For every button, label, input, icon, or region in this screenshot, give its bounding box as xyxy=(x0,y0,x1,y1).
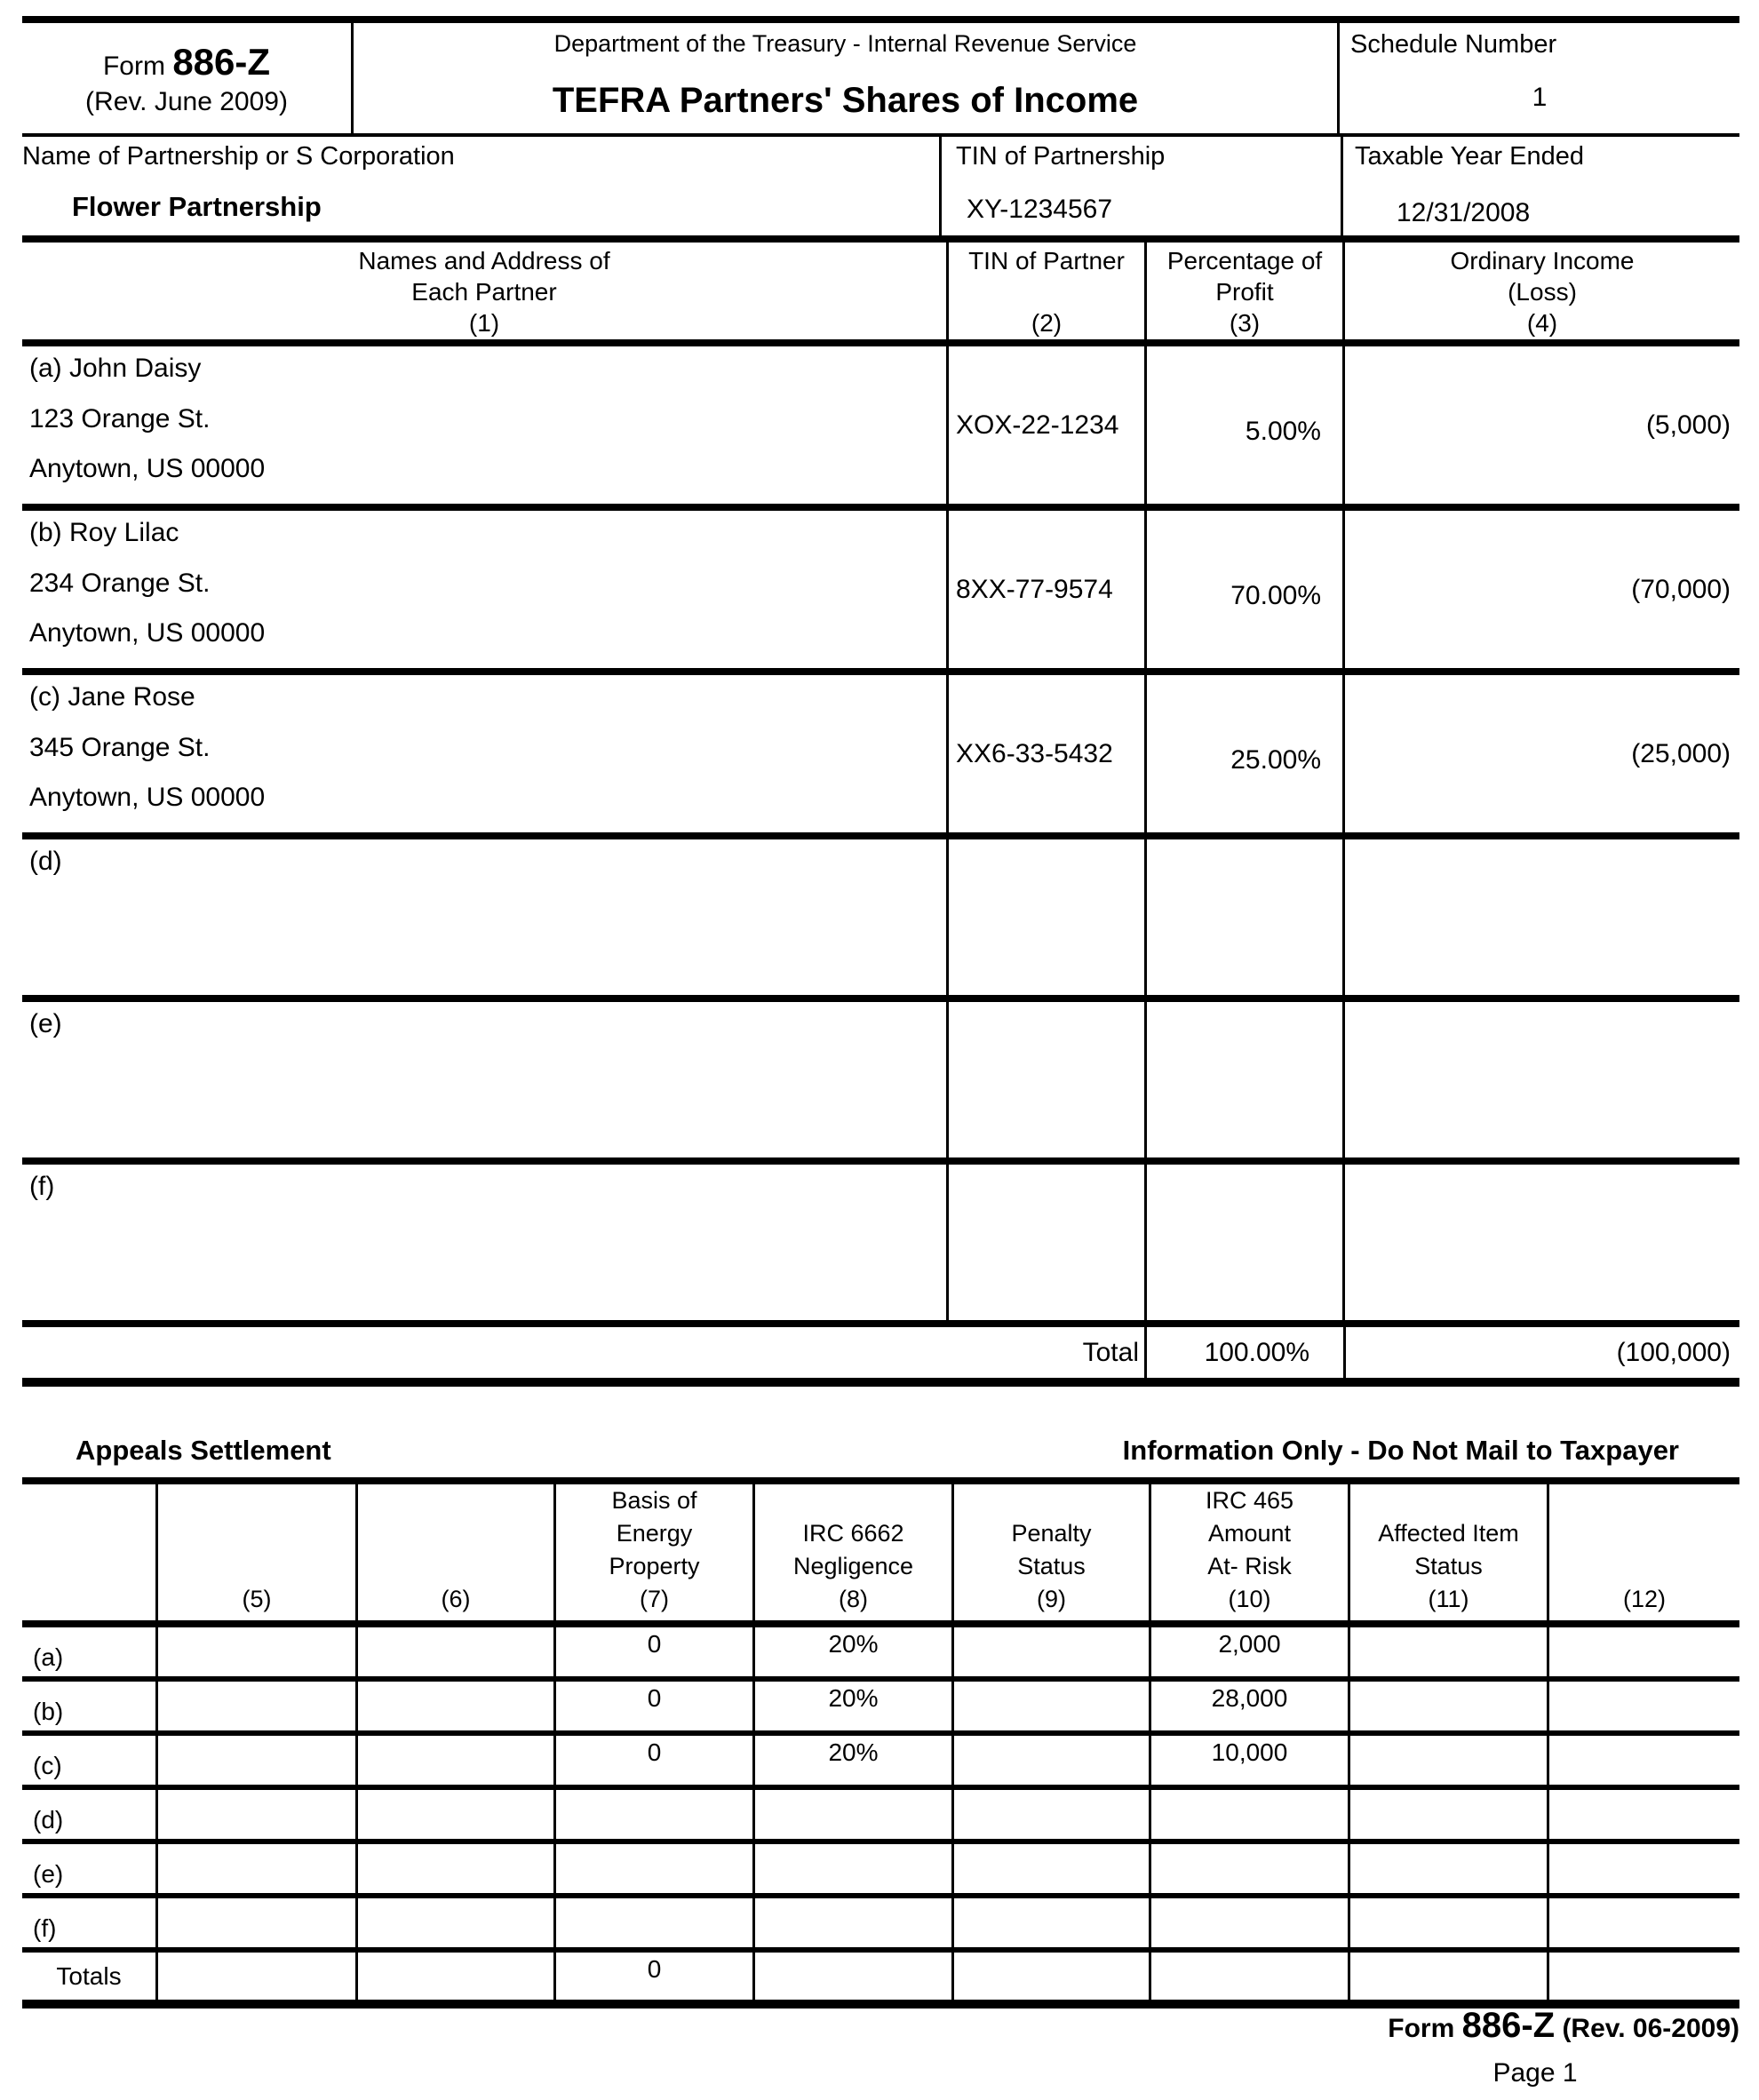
form-header-banner xyxy=(22,16,1739,137)
partner-address-line1: 123 Orange St. xyxy=(29,403,211,434)
appeals-table xyxy=(22,1477,1739,2009)
appeals-cell-c5 xyxy=(155,1790,355,1839)
appeals-row-label: (a) xyxy=(33,1643,64,1671)
appeals-cell-c5 xyxy=(155,1682,355,1730)
appeals-cell-c5 xyxy=(155,1627,355,1676)
footer-form-label: Form xyxy=(1388,2014,1455,2043)
header-line: (6) xyxy=(441,1586,471,1612)
appeals-settlement-heading: Appeals Settlement xyxy=(76,1435,331,1466)
partners-table-header xyxy=(22,243,1739,346)
partner-name-cell xyxy=(22,1002,946,1157)
header-ordinary-income xyxy=(1342,243,1739,339)
partner-name-cell xyxy=(22,675,946,832)
appeals-header-col11 xyxy=(1348,1484,1547,1620)
header-line: Ordinary Income xyxy=(1450,247,1635,274)
appeals-header-col6 xyxy=(355,1484,553,1620)
appeals-cell-c12 xyxy=(1547,1736,1739,1785)
schedule-number-cell xyxy=(1337,23,1739,133)
agency-line: Department of the Treasury - Internal Revenue Service xyxy=(553,30,1137,57)
partnership-name-cell xyxy=(22,137,939,235)
header-line: (9) xyxy=(1037,1586,1066,1612)
header-line: (8) xyxy=(839,1586,868,1612)
appeals-cell-c6 xyxy=(355,1844,553,1893)
form-title-cell xyxy=(351,23,1337,133)
appeals-cell-c11 xyxy=(1348,1953,1547,2000)
appeals-cell-c6 xyxy=(355,1953,553,2000)
header-line: (1) xyxy=(468,309,500,337)
partner-percent-cell: 25.00% xyxy=(1144,675,1342,832)
partner-percent-cell: 70.00% xyxy=(1144,511,1342,668)
appeals-cell-c12 xyxy=(1547,1790,1739,1839)
header-line: Property xyxy=(609,1553,700,1579)
header-line: (7) xyxy=(640,1586,669,1612)
appeals-header-col8 xyxy=(752,1484,951,1620)
appeals-cell-c8 xyxy=(752,1844,951,1893)
appeals-cell-c11 xyxy=(1348,1682,1547,1730)
appeals-cell-c12 xyxy=(1547,1844,1739,1893)
partner-name-line: (d) xyxy=(29,847,62,876)
total-income: (100,000) xyxy=(1343,1327,1739,1378)
partner-name-line: (f) xyxy=(29,1172,55,1201)
partner-address-line1: 345 Orange St. xyxy=(29,732,211,762)
taxable-year-label: Taxable Year Ended xyxy=(1355,142,1584,171)
appeals-row-f xyxy=(22,1898,1739,1953)
header-line: (3) xyxy=(1229,309,1261,337)
partner-address-line2: Anytown, US 00000 xyxy=(29,783,266,812)
appeals-cell-c9 xyxy=(951,1682,1149,1730)
header-line: Amount xyxy=(1207,1520,1292,1547)
appeals-header-rowlabel xyxy=(22,1484,155,1620)
partner-row-d xyxy=(22,839,1739,1002)
appeals-cell-c10 xyxy=(1149,1953,1348,2000)
header-line: (10) xyxy=(1228,1586,1271,1612)
partnership-info-row xyxy=(22,137,1739,235)
appeals-cell-c5 xyxy=(155,1844,355,1893)
partner-tin-cell: 8XX-77-9574 xyxy=(946,511,1144,668)
appeals-cell-c11 xyxy=(1348,1844,1547,1893)
total-percent: 100.00% xyxy=(1144,1327,1343,1378)
header-line: Negligence xyxy=(792,1553,914,1579)
information-only-heading: Information Only - Do Not Mail to Taxpayer xyxy=(1122,1435,1679,1466)
appeals-totals-row xyxy=(22,1953,1739,2009)
header-line: Names and Address of xyxy=(358,247,610,274)
partner-income-cell: (5,000) xyxy=(1342,346,1739,504)
partnership-name-label: Name of Partnership or S Corporation xyxy=(22,142,455,171)
header-line: Percentage of xyxy=(1166,247,1323,274)
appeals-cell-c10: 2,000 xyxy=(1149,1627,1348,1676)
partner-tin-cell: XX6-33-5432 xyxy=(946,675,1144,832)
appeals-cell-c8: 20% xyxy=(752,1682,951,1730)
appeals-cell-c11 xyxy=(1348,1790,1547,1839)
partner-name-line: (a) John Daisy xyxy=(29,354,202,383)
total-label: Total xyxy=(1082,1337,1139,1367)
appeals-cell-c6 xyxy=(355,1682,553,1730)
header-line: Status xyxy=(1017,1553,1086,1579)
partner-name-cell xyxy=(22,839,946,995)
appeals-cell-c5 xyxy=(155,1898,355,1947)
partner-tin-cell xyxy=(946,1165,1144,1320)
partner-percent-cell xyxy=(1144,839,1342,995)
header-line: (2) xyxy=(1031,309,1063,337)
form-title: TEFRA Partners' Shares of Income xyxy=(552,81,1139,120)
partnership-tin-label: TIN of Partnership xyxy=(956,142,1166,171)
appeals-header-col9 xyxy=(951,1484,1149,1620)
form-label: Form xyxy=(102,52,165,81)
appeals-cell-c8 xyxy=(752,1953,951,2000)
partner-address-line1: 234 Orange St. xyxy=(29,568,211,598)
partners-table xyxy=(22,235,1739,1387)
appeals-row-b xyxy=(22,1682,1739,1736)
schedule-number-value: 1 xyxy=(1532,83,1548,112)
header-line: (11) xyxy=(1428,1586,1469,1612)
header-line: Basis of xyxy=(611,1487,697,1514)
appeals-cell-c7: 0 xyxy=(553,1682,752,1730)
appeals-cell-c7 xyxy=(553,1898,752,1947)
partnership-tin-value: XY-1234567 xyxy=(967,195,1113,224)
form-id-line xyxy=(22,41,351,84)
header-line: Status xyxy=(1414,1553,1483,1579)
footer-form-number: 886-Z xyxy=(1461,2006,1556,2045)
partner-percent-cell xyxy=(1144,1165,1342,1320)
appeals-row-label: (f) xyxy=(33,1914,57,1942)
footer-form-id xyxy=(1331,2006,1739,2046)
appeals-row-label: (c) xyxy=(33,1752,62,1779)
appeals-row-label: (d) xyxy=(33,1806,64,1834)
header-line: IRC 465 xyxy=(1205,1487,1294,1514)
header-line xyxy=(949,276,1144,307)
appeals-cell-c9 xyxy=(951,1898,1149,1947)
appeals-cell-c8 xyxy=(752,1898,951,1947)
partner-row-f xyxy=(22,1165,1739,1327)
partner-percent-cell: 5.00% xyxy=(1144,346,1342,504)
partner-name-line: (e) xyxy=(29,1009,62,1038)
appeals-cell-c9 xyxy=(951,1736,1149,1785)
partner-name-cell xyxy=(22,511,946,668)
appeals-row-e xyxy=(22,1844,1739,1898)
header-line: At- Risk xyxy=(1207,1553,1292,1579)
appeals-cell-c10 xyxy=(1149,1898,1348,1947)
partner-name-cell xyxy=(22,1165,946,1320)
appeals-cell-c8 xyxy=(752,1790,951,1839)
partner-income-cell xyxy=(1342,839,1739,995)
partners-total-row xyxy=(22,1327,1739,1387)
form-number: 886-Z xyxy=(172,41,271,83)
appeals-cell-c7: 0 xyxy=(553,1953,752,2000)
partner-tin-cell xyxy=(946,1002,1144,1157)
partner-income-cell xyxy=(1342,1165,1739,1320)
appeals-cell-c7 xyxy=(553,1790,752,1839)
appeals-cell-c6 xyxy=(355,1790,553,1839)
appeals-cell-c11 xyxy=(1348,1898,1547,1947)
appeals-cell-c10: 10,000 xyxy=(1149,1736,1348,1785)
header-line: (12) xyxy=(1622,1586,1666,1612)
appeals-cell-c9 xyxy=(951,1953,1149,2000)
partner-address-line2: Anytown, US 00000 xyxy=(29,618,266,648)
appeals-cell-c5 xyxy=(155,1736,355,1785)
schedule-number-label: Schedule Number xyxy=(1350,30,1557,59)
appeals-cell-c12 xyxy=(1547,1627,1739,1676)
appeals-row-label: (e) xyxy=(33,1860,64,1888)
partner-row-e xyxy=(22,1002,1739,1165)
partner-address-line2: Anytown, US 00000 xyxy=(29,454,266,483)
appeals-row-d xyxy=(22,1790,1739,1844)
appeals-cell-c10: 28,000 xyxy=(1149,1682,1348,1730)
appeals-cell-c9 xyxy=(951,1844,1149,1893)
partner-tin-cell: XOX-22-1234 xyxy=(946,346,1144,504)
appeals-row-c xyxy=(22,1736,1739,1790)
partner-income-cell: (25,000) xyxy=(1342,675,1739,832)
header-line: Profit xyxy=(1215,278,1274,306)
appeals-cell-c12 xyxy=(1547,1898,1739,1947)
footer-page-number: Page 1 xyxy=(1492,2058,1578,2088)
appeals-cell-c11 xyxy=(1348,1627,1547,1676)
appeals-cell-c7: 0 xyxy=(553,1736,752,1785)
appeals-header-col5 xyxy=(155,1484,355,1620)
appeals-cell-c5 xyxy=(155,1953,355,2000)
page-footer xyxy=(1331,2006,1739,2088)
appeals-cell-c8: 20% xyxy=(752,1736,951,1785)
partner-name-cell xyxy=(22,346,946,504)
appeals-header-col7 xyxy=(553,1484,752,1620)
partner-name-line: (c) Jane Rose xyxy=(29,682,195,712)
header-line: TIN of Partner xyxy=(968,247,1125,274)
partner-income-cell: (70,000) xyxy=(1342,511,1739,668)
footer-form-revision: (Rev. 06-2009) xyxy=(1562,2014,1739,2043)
appeals-cell-c6 xyxy=(355,1627,553,1676)
appeals-cell-c9 xyxy=(951,1790,1149,1839)
appeals-cell-c6 xyxy=(355,1736,553,1785)
partnership-tin-cell xyxy=(939,137,1341,235)
partner-name-line: (b) Roy Lilac xyxy=(29,518,179,547)
appeals-table-header xyxy=(22,1484,1739,1627)
appeals-row-label: (b) xyxy=(33,1698,64,1725)
appeals-cell-c9 xyxy=(951,1627,1149,1676)
form-number-cell xyxy=(22,23,351,133)
header-tin-of-partner xyxy=(946,243,1144,339)
partner-percent-cell xyxy=(1144,1002,1342,1157)
header-line: (4) xyxy=(1526,309,1558,337)
header-line: IRC 6662 xyxy=(802,1520,904,1547)
appeals-header-col10 xyxy=(1149,1484,1348,1620)
appeals-totals-label: Totals xyxy=(56,1961,122,1990)
taxable-year-cell xyxy=(1341,137,1739,235)
appeals-cell-c12 xyxy=(1547,1953,1739,2000)
appeals-cell-c8: 20% xyxy=(752,1627,951,1676)
appeals-cell-c7 xyxy=(553,1844,752,1893)
header-names-address xyxy=(22,243,946,339)
form-revision: (Rev. June 2009) xyxy=(85,87,288,116)
header-line: Affected Item xyxy=(1378,1520,1519,1547)
header-percentage-profit xyxy=(1144,243,1342,339)
appeals-cell-c10 xyxy=(1149,1844,1348,1893)
partnership-name-value: Flower Partnership xyxy=(72,191,322,222)
appeals-cell-c11 xyxy=(1348,1736,1547,1785)
header-line: (5) xyxy=(242,1586,272,1612)
partner-row-a xyxy=(22,346,1739,511)
partner-row-b xyxy=(22,511,1739,675)
partner-row-c xyxy=(22,675,1739,839)
appeals-cell-c12 xyxy=(1547,1682,1739,1730)
appeals-headings-row xyxy=(22,1429,1739,1467)
partner-income-cell xyxy=(1342,1002,1739,1157)
header-line: (Loss) xyxy=(1508,278,1577,306)
appeals-cell-c6 xyxy=(355,1898,553,1947)
header-line: Each Partner xyxy=(411,278,557,306)
appeals-header-col12 xyxy=(1547,1484,1739,1620)
header-line: Energy xyxy=(616,1520,693,1547)
appeals-row-a xyxy=(22,1627,1739,1682)
taxable-year-value: 12/31/2008 xyxy=(1397,198,1531,227)
header-line: Penalty xyxy=(1011,1520,1092,1547)
appeals-cell-c7: 0 xyxy=(553,1627,752,1676)
appeals-cell-c10 xyxy=(1149,1790,1348,1839)
form-body xyxy=(22,16,1739,2009)
partner-tin-cell xyxy=(946,839,1144,995)
